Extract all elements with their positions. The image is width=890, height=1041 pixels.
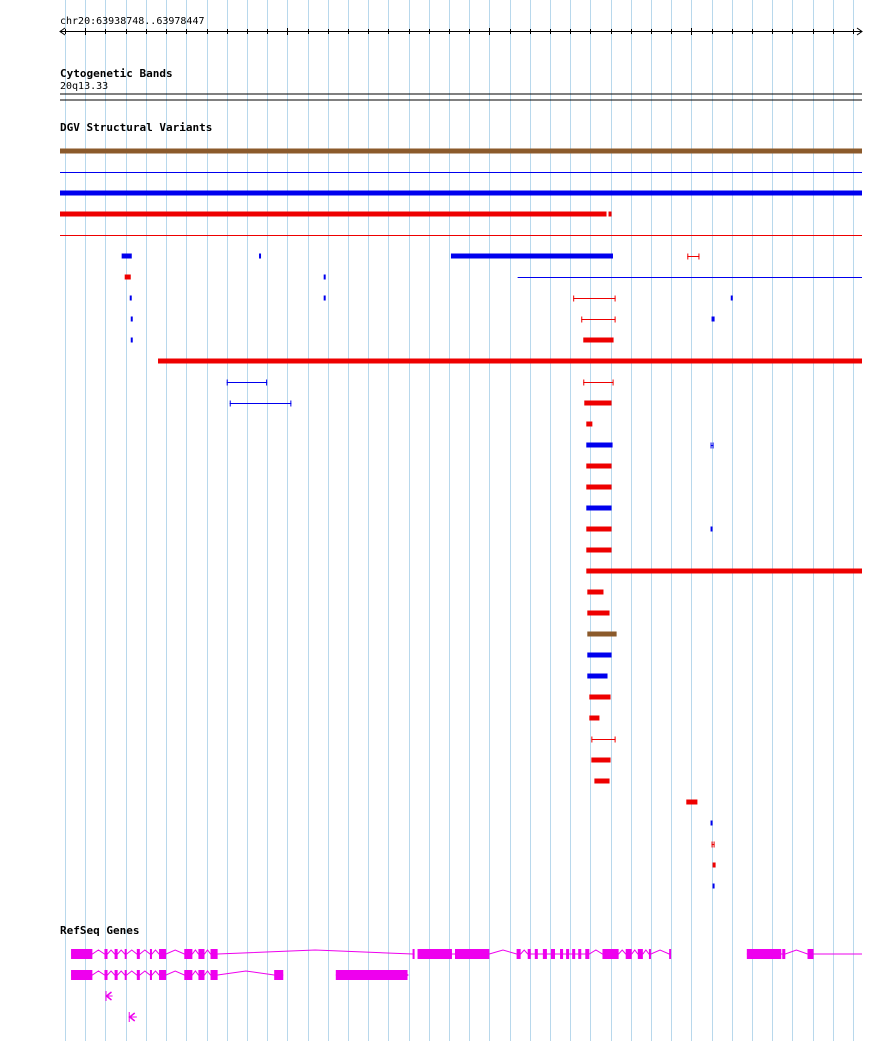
- refseq-gene-exon: [551, 949, 555, 959]
- refseq-gene-exon: [198, 970, 204, 980]
- refseq-gene-exon: [159, 949, 166, 959]
- dgv-feature-glyph: [122, 254, 132, 259]
- dgv-feature-glyph: [586, 548, 611, 553]
- dgv-track[interactable]: [60, 149, 862, 889]
- refseq-gene-exon: [782, 949, 785, 959]
- dgv-feature[interactable]: [581, 317, 615, 323]
- ruler-title: chr20:63938748..63978447: [60, 16, 205, 27]
- refseq-gene[interactable]: [105, 991, 112, 1001]
- dgv-feature-glyph: [711, 527, 713, 532]
- refseq-gene-exon: [517, 949, 521, 959]
- dgv-feature[interactable]: [122, 254, 132, 259]
- refseq-gene[interactable]: [336, 970, 409, 980]
- dgv-feature[interactable]: [131, 317, 133, 322]
- refseq-gene-exon: [198, 949, 204, 959]
- dgv-feature-glyph: [60, 191, 862, 196]
- dgv-feature-glyph: [711, 821, 713, 826]
- dgv-feature[interactable]: [60, 212, 607, 217]
- dgv-feature-glyph: [586, 485, 611, 490]
- dgv-feature[interactable]: [586, 527, 611, 532]
- dgv-feature[interactable]: [687, 254, 699, 260]
- cytoband-label: 20q13.33: [60, 81, 109, 92]
- dgv-feature[interactable]: [586, 485, 611, 490]
- grid-lines: [66, 0, 854, 1041]
- dgv-feature-glyph: [158, 359, 862, 364]
- refseq-gene-exon: [150, 970, 152, 980]
- dgv-feature-glyph: [586, 569, 862, 574]
- dgv-feature[interactable]: [324, 275, 326, 280]
- refseq-gene-intron: [71, 971, 283, 975]
- refseq-gene[interactable]: [71, 970, 283, 980]
- dgv-feature-glyph: [583, 338, 613, 343]
- refseq-gene-exon: [669, 949, 671, 959]
- refseq-gene-exon: [808, 949, 814, 959]
- dgv-feature-glyph: [587, 653, 611, 658]
- dgv-feature[interactable]: [230, 401, 292, 407]
- refseq-gene[interactable]: [129, 1012, 137, 1022]
- dgv-feature[interactable]: [609, 212, 612, 217]
- dgv-feature-glyph: [324, 296, 326, 301]
- dgv-feature-glyph: [60, 212, 607, 217]
- dgv-feature-glyph: [125, 275, 131, 280]
- dgv-feature[interactable]: [712, 317, 715, 322]
- refseq-gene-exon: [115, 970, 118, 980]
- dgv-feature[interactable]: [584, 401, 611, 406]
- dgv-feature[interactable]: [712, 842, 715, 848]
- dgv-feature[interactable]: [130, 296, 132, 301]
- dgv-feature[interactable]: [587, 674, 607, 679]
- refseq-gene-exon: [535, 949, 538, 959]
- refseq-gene-exon: [71, 949, 92, 959]
- dgv-feature[interactable]: [583, 338, 613, 343]
- dgv-feature[interactable]: [686, 800, 697, 805]
- dgv-feature[interactable]: [587, 632, 616, 637]
- dgv-feature-glyph: [586, 527, 611, 532]
- refseq-gene-exon: [137, 949, 140, 959]
- dgv-feature-glyph: [451, 254, 613, 259]
- refseq-gene-exon: [125, 970, 127, 980]
- refseq-gene-exon: [336, 970, 408, 980]
- ruler-track[interactable]: [60, 28, 862, 35]
- refseq-gene-exon: [104, 970, 107, 980]
- dgv-feature-glyph: [259, 254, 261, 259]
- dgv-feature[interactable]: [324, 296, 326, 301]
- dgv-feature[interactable]: [586, 548, 611, 553]
- dgv-feature-glyph: [591, 758, 610, 763]
- refseq-gene[interactable]: [747, 949, 862, 959]
- dgv-feature[interactable]: [451, 254, 613, 259]
- refseq-gene-exon: [159, 970, 166, 980]
- refseq-gene-exon: [572, 949, 575, 959]
- dgv-feature[interactable]: [711, 527, 713, 532]
- dgv-feature[interactable]: [587, 653, 611, 658]
- refseq-gene-exon: [638, 949, 643, 959]
- refseq-track[interactable]: [71, 949, 862, 1022]
- dgv-feature[interactable]: [731, 296, 733, 301]
- dgv-feature[interactable]: [60, 191, 862, 196]
- dgv-feature[interactable]: [586, 569, 862, 574]
- dgv-feature[interactable]: [587, 611, 609, 616]
- dgv-feature-glyph: [713, 863, 716, 868]
- dgv-feature-glyph: [324, 275, 326, 280]
- refseq-gene-exon: [184, 949, 192, 959]
- dgv-feature[interactable]: [589, 695, 610, 700]
- refseq-gene-exon: [115, 949, 118, 959]
- dgv-feature[interactable]: [586, 464, 611, 469]
- dgv-feature[interactable]: [259, 254, 261, 259]
- dgv-feature-glyph: [594, 779, 609, 784]
- dgv-feature[interactable]: [713, 884, 715, 889]
- refseq-gene-exon: [211, 949, 218, 959]
- refseq-gene-exon: [413, 949, 415, 959]
- refseq-gene-exon: [626, 949, 632, 959]
- refseq-gene-exon: [585, 949, 589, 959]
- refseq-gene[interactable]: [418, 949, 672, 959]
- refseq-gene-intron: [71, 950, 414, 954]
- refseq-gene-exon: [455, 949, 489, 959]
- dgv-feature[interactable]: [711, 821, 713, 826]
- dgv-feature[interactable]: [591, 758, 610, 763]
- dgv-feature[interactable]: [587, 590, 603, 595]
- dgv-feature[interactable]: [713, 863, 716, 868]
- dgv-feature[interactable]: [227, 380, 267, 386]
- dgv-feature-glyph: [131, 317, 133, 322]
- dgv-feature-glyph: [586, 506, 611, 511]
- dgv-feature-glyph: [586, 422, 592, 427]
- refseq-gene-exon: [566, 949, 569, 959]
- refseq-gene[interactable]: [71, 949, 414, 959]
- dgv-feature[interactable]: [586, 422, 592, 427]
- refseq-gene-exon: [649, 949, 651, 959]
- dgv-feature-glyph: [130, 296, 132, 301]
- dgv-feature-glyph: [587, 632, 616, 637]
- refseq-gene-exon: [137, 970, 140, 980]
- refseq-gene-exon: [274, 970, 283, 980]
- cytoband-track-title: Cytogenetic Bands: [60, 67, 173, 80]
- refseq-gene-exon: [71, 970, 92, 980]
- dgv-feature[interactable]: [586, 506, 611, 511]
- dgv-track-title: DGV Structural Variants: [60, 121, 213, 134]
- dgv-feature-glyph: [584, 401, 611, 406]
- dgv-feature-glyph: [589, 695, 610, 700]
- refseq-gene-exon: [528, 949, 531, 959]
- refseq-gene-exon: [211, 970, 218, 980]
- dgv-feature-glyph: [586, 464, 611, 469]
- dgv-feature[interactable]: [583, 380, 613, 386]
- dgv-feature-glyph: [587, 674, 607, 679]
- dgv-feature[interactable]: [125, 275, 131, 280]
- dgv-feature-glyph: [586, 443, 612, 448]
- dgv-feature-glyph: [587, 611, 609, 616]
- dgv-feature-glyph: [587, 590, 603, 595]
- dgv-feature-glyph: [731, 296, 733, 301]
- dgv-feature-glyph: [686, 800, 697, 805]
- dgv-feature-glyph: [589, 716, 599, 721]
- refseq-gene-exon: [104, 949, 107, 959]
- dgv-feature-glyph: [713, 884, 715, 889]
- dgv-feature[interactable]: [589, 716, 599, 721]
- refseq-gene-exon: [602, 949, 618, 959]
- dgv-feature[interactable]: [131, 338, 133, 343]
- refseq-track-title: RefSeq Genes: [60, 924, 140, 937]
- dgv-feature[interactable]: [573, 296, 615, 302]
- refseq-gene-exon: [578, 949, 581, 959]
- dgv-feature-glyph: [60, 149, 862, 154]
- dgv-feature[interactable]: [60, 149, 862, 154]
- refseq-gene-exon: [560, 949, 563, 959]
- refseq-gene-exon: [125, 949, 127, 959]
- dgv-feature[interactable]: [158, 359, 862, 364]
- dgv-feature[interactable]: [586, 443, 612, 448]
- refseq-gene-exon: [543, 949, 547, 959]
- refseq-gene-exon: [150, 949, 152, 959]
- dgv-feature-glyph: [712, 317, 715, 322]
- dgv-feature-glyph: [609, 212, 612, 217]
- dgv-feature[interactable]: [594, 779, 609, 784]
- dgv-feature-glyph: [131, 338, 133, 343]
- refseq-gene-exon: [184, 970, 192, 980]
